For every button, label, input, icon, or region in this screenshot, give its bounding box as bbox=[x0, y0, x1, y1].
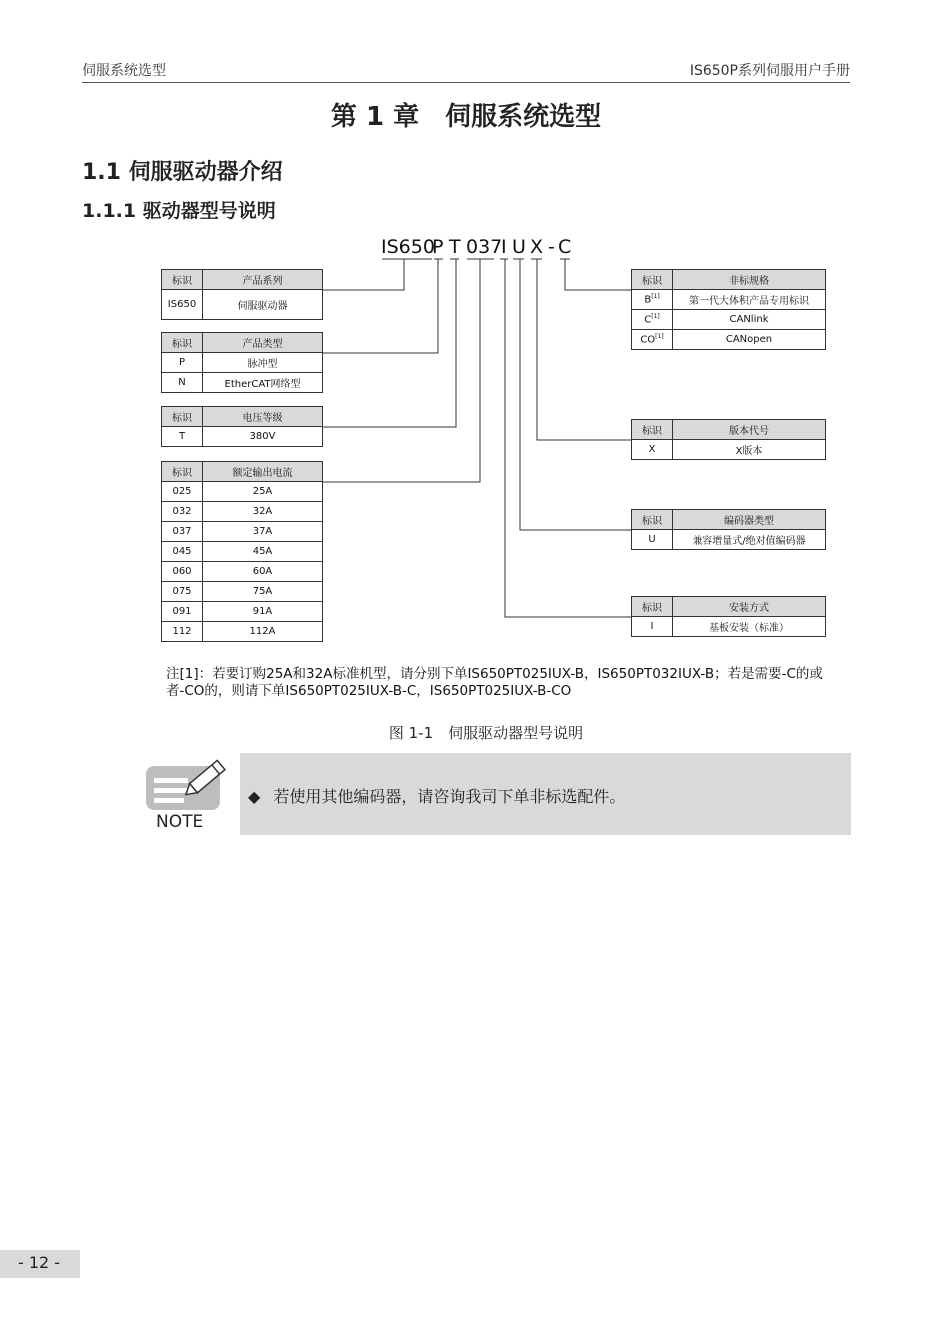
table-cell bbox=[632, 330, 673, 350]
table-cell: N bbox=[162, 373, 203, 393]
spec-code: CO bbox=[640, 334, 656, 346]
table-cell: CANopen bbox=[673, 330, 826, 350]
code-type: P bbox=[432, 236, 444, 258]
table-cell: 037 bbox=[162, 522, 203, 542]
table-cell: 兼容增量式/绝对值编码器 bbox=[673, 530, 826, 550]
table-cell: X bbox=[632, 440, 673, 460]
note-content bbox=[248, 784, 625, 807]
table-cell: 基板安装（标准） bbox=[673, 617, 826, 637]
footnote-ref: [1] bbox=[651, 293, 660, 301]
voltage-table bbox=[161, 406, 323, 447]
table-cell: P bbox=[162, 353, 203, 373]
table-cell: EtherCAT网络型 bbox=[203, 373, 323, 393]
table-header: 非标规格 bbox=[673, 270, 826, 290]
section-title: 1.1 伺服驱动器介绍 bbox=[82, 160, 283, 185]
version-table bbox=[631, 419, 826, 460]
table-header: 标识 bbox=[632, 420, 673, 440]
table-cell: 060 bbox=[162, 562, 203, 582]
table-cell: 75A bbox=[203, 582, 323, 602]
table-header: 产品系列 bbox=[203, 270, 323, 290]
table-cell: 112A bbox=[203, 622, 323, 642]
table-cell: 91A bbox=[203, 602, 323, 622]
code-encoder: U bbox=[512, 236, 526, 258]
current-table bbox=[161, 461, 323, 642]
spec-code: B bbox=[644, 294, 652, 306]
model-footnote: 注[1]：若要订购25A和32A标准机型，请分别下单IS650PT025IUX-B，IS650PT032IUX-B；若是需要-C的或者-CO的，则请下单IS650PT025IUX-B-C，IS650PT025IUX-B-CO bbox=[166, 666, 823, 699]
table-header: 标识 bbox=[632, 510, 673, 530]
table-cell: 091 bbox=[162, 602, 203, 622]
table-header: 标识 bbox=[162, 333, 203, 353]
table-cell: 25A bbox=[203, 482, 323, 502]
table-cell bbox=[632, 310, 673, 330]
table-cell: X版本 bbox=[673, 440, 826, 460]
footnote-ref: [1] bbox=[655, 333, 664, 341]
table-header: 产品类型 bbox=[203, 333, 323, 353]
table-cell: 60A bbox=[203, 562, 323, 582]
table-header: 电压等级 bbox=[203, 407, 323, 427]
code-mount: I bbox=[501, 236, 507, 258]
table-cell: 第一代大体积产品专用标识 bbox=[673, 290, 826, 310]
table-header: 标识 bbox=[162, 270, 203, 290]
type-table bbox=[161, 332, 323, 393]
table-cell: 37A bbox=[203, 522, 323, 542]
code-series: IS650 bbox=[381, 236, 435, 258]
table-header: 编码器类型 bbox=[673, 510, 826, 530]
code-custom: C bbox=[558, 236, 572, 258]
figure-caption: 图 1-1 伺服驱动器型号说明 bbox=[388, 724, 584, 742]
diamond-bullet-icon: ◆ bbox=[248, 787, 261, 806]
code-version: X bbox=[530, 236, 544, 258]
page-number: - 12 - bbox=[18, 1253, 61, 1272]
table-header: 标识 bbox=[632, 597, 673, 617]
note-text: 若使用其他编码器，请咨询我司下单非标选配件。 bbox=[273, 787, 626, 806]
table-cell: 伺服驱动器 bbox=[203, 290, 323, 320]
table-cell: CANlink bbox=[673, 310, 826, 330]
table-cell: I bbox=[632, 617, 673, 637]
table-cell: 380V bbox=[203, 427, 323, 447]
encoder-table bbox=[631, 509, 826, 550]
table-cell: 112 bbox=[162, 622, 203, 642]
table-cell: 032 bbox=[162, 502, 203, 522]
table-cell: 075 bbox=[162, 582, 203, 602]
table-cell: T bbox=[162, 427, 203, 447]
chapter-title: 第 1 章 伺服系统选型 bbox=[330, 102, 602, 132]
table-cell: 45A bbox=[203, 542, 323, 562]
subsection-title: 1.1.1 驱动器型号说明 bbox=[82, 200, 276, 222]
code-voltage: T bbox=[449, 236, 461, 258]
series-table bbox=[161, 269, 323, 320]
table-cell: 脉冲型 bbox=[203, 353, 323, 373]
table-cell bbox=[632, 290, 673, 310]
code-dash: - bbox=[548, 236, 555, 258]
note-pencil-icon bbox=[142, 752, 232, 816]
footnote-ref: [1] bbox=[651, 313, 660, 321]
header-section-title: 伺服系统选型 bbox=[82, 63, 166, 79]
table-cell: 025 bbox=[162, 482, 203, 502]
table-header: 标识 bbox=[632, 270, 673, 290]
table-cell: U bbox=[632, 530, 673, 550]
code-current: 037 bbox=[466, 236, 503, 258]
table-header: 版本代号 bbox=[673, 420, 826, 440]
note-label: NOTE bbox=[156, 812, 204, 832]
table-cell: 32A bbox=[203, 502, 323, 522]
table-header: 额定输出电流 bbox=[203, 462, 323, 482]
table-cell: 045 bbox=[162, 542, 203, 562]
table-cell: IS650 bbox=[162, 290, 203, 320]
mount-table bbox=[631, 596, 826, 637]
table-header: 标识 bbox=[162, 407, 203, 427]
table-header: 标识 bbox=[162, 462, 203, 482]
table-header: 安装方式 bbox=[673, 597, 826, 617]
custom-spec-table bbox=[631, 269, 826, 350]
spec-code: C bbox=[644, 314, 652, 326]
header-manual-title: IS650P系列伺服用户手册 bbox=[689, 63, 850, 79]
